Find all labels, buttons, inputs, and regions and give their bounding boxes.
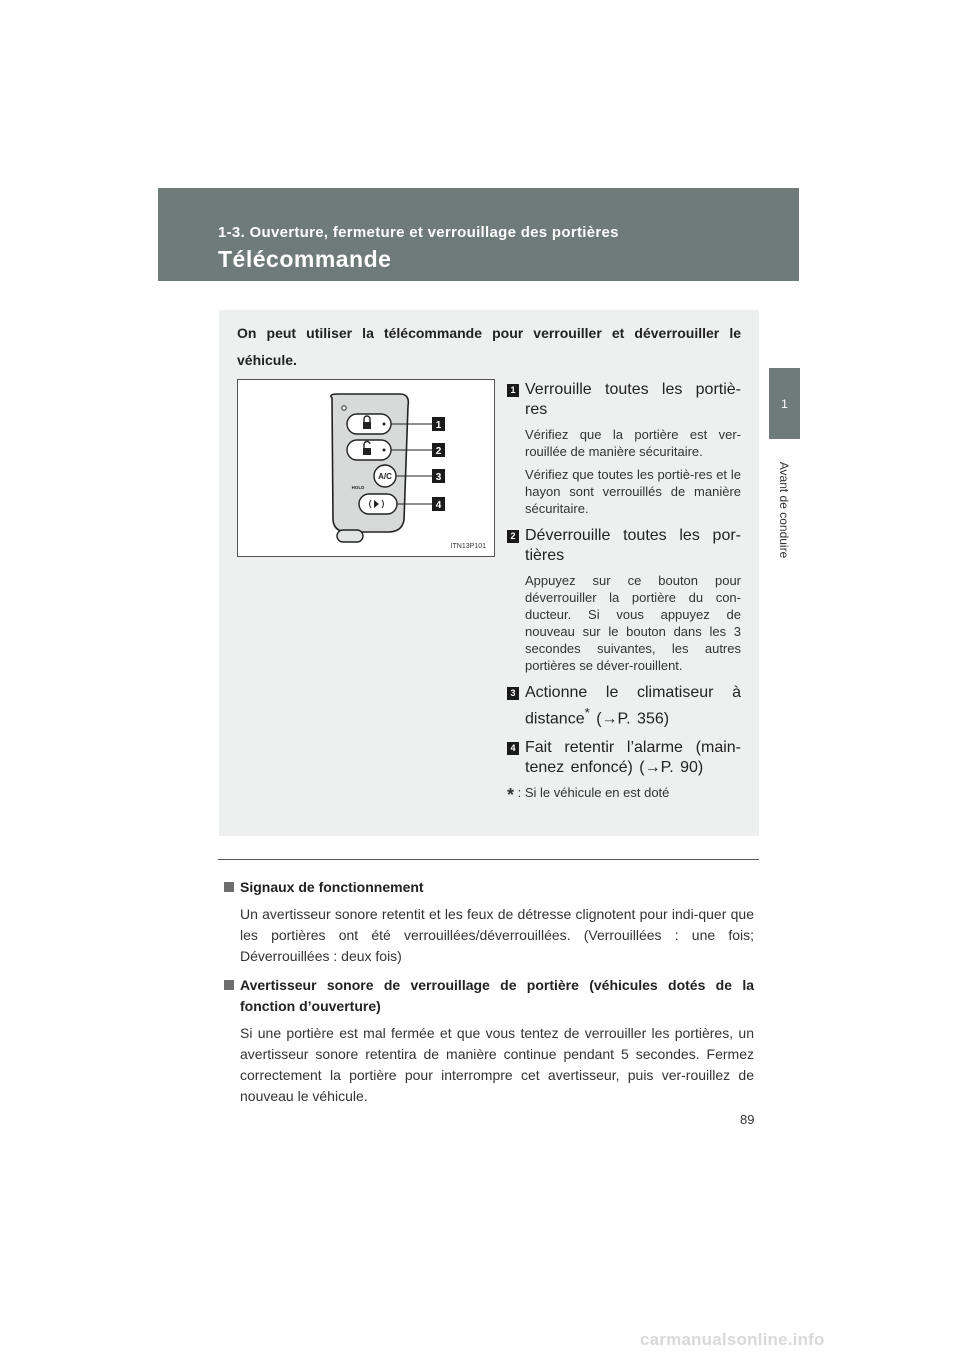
item-title-unlock: Déverrouille toutes les por-tières xyxy=(525,527,741,564)
footnote xyxy=(507,785,741,806)
item-desc-lock-2: Vérifiez que toutes les portiè-res et le hayon sont verrouillés de manière sécuritaire. xyxy=(525,467,741,516)
section-title: 1-3. Ouverture, fermeture et verrouillage des portières xyxy=(218,224,619,241)
item-desc-lock-1: Vérifiez que la portière est ver-rouillée de manière sécuritaire. xyxy=(525,427,741,459)
list-item-climate xyxy=(507,683,741,729)
page-number: 89 xyxy=(740,1112,755,1127)
ac-button-label: A/C xyxy=(378,472,392,481)
item-number-1: 1 xyxy=(507,384,519,397)
note-body-signals: Un avertisseur sonore retentit et les feux de détresse clignotent pour indi-quer que les portières ont été verrouillées/déverrouillées. (Verrouillées : une fois; Déverrouillées : deux fois) xyxy=(240,906,754,964)
watermark: carmanualsonline.info xyxy=(640,1330,825,1349)
footnote-mark: * xyxy=(507,785,515,806)
page-reference-link[interactable]: (→P. 356) xyxy=(589,710,670,728)
item-number-3: 3 xyxy=(507,687,519,700)
list-item-unlock xyxy=(507,526,741,674)
bullet-square-icon xyxy=(224,882,234,892)
hold-label: HOLD xyxy=(351,485,365,490)
chapter-side-label xyxy=(768,450,800,570)
item-title-alarm: Fait retentir l’alarme (main-tenez enfoncé) (→P. 90) xyxy=(525,739,741,777)
note-heading-signals-text: Signaux de fonctionnement xyxy=(240,879,424,895)
chapter-tab[interactable] xyxy=(769,368,800,439)
note-heading-signals xyxy=(224,877,754,898)
button-description-list xyxy=(507,380,741,806)
item-title-climate xyxy=(525,683,741,729)
section-divider xyxy=(218,859,759,860)
chapter-number: 1 xyxy=(781,396,788,411)
item-desc-unlock: Appuyez sur ce bouton pour déverrouiller la portière du con-ducteur. Si vous appuyez de nouveau sur le bouton dans les 3 secondes suivantes, les autres portières se déver-rouillent. xyxy=(525,573,741,673)
note-body-buzzer: Si une portière est mal fermée et que vous tentez de verrouiller les portières, un avertisseur sonore retentira de manière continue pendant 5 secondes. Fermez correctement la portière pour interrompre cet avertisseur, puis ver-rouillez de nouveau le véhicule. xyxy=(240,1025,754,1104)
callout-2: 2 xyxy=(435,446,442,457)
chapter-header xyxy=(158,188,799,281)
asterisk-mark: * xyxy=(584,705,590,720)
bullet-square-icon xyxy=(224,980,234,990)
callout-3: 3 xyxy=(435,472,442,483)
remote-key-figure xyxy=(237,379,495,557)
item-title-lock: Verrouille toutes les portiè-res xyxy=(525,381,741,418)
chapter-label: Avant de conduire xyxy=(777,461,791,559)
note-heading-buzzer xyxy=(224,975,754,1017)
item-title-climate-text: Actionne le climatiseur à distance xyxy=(525,684,741,728)
callout-1: 1 xyxy=(435,420,442,431)
note-heading-buzzer-text: Avertisseur sonore de verrouillage de portière (véhicules dotés de la fonction d’ouverture) xyxy=(240,977,754,1014)
page-title: Télécommande xyxy=(218,246,392,272)
item-number-4: 4 xyxy=(507,742,519,755)
list-item-alarm xyxy=(507,738,741,778)
remote-key-illustration xyxy=(238,380,494,556)
item-number-2: 2 xyxy=(507,530,519,543)
callout-4: 4 xyxy=(435,500,442,511)
remote-control-panel xyxy=(219,310,759,836)
list-item-lock xyxy=(507,380,741,517)
intro-text: On peut utiliser la télécommande pour verrouiller et déverrouiller le véhicule. xyxy=(237,325,741,368)
figure-code: ITN13P101 xyxy=(450,543,486,550)
notes-section xyxy=(224,877,754,1115)
footnote-text: : Si le véhicule en est doté xyxy=(517,785,670,801)
